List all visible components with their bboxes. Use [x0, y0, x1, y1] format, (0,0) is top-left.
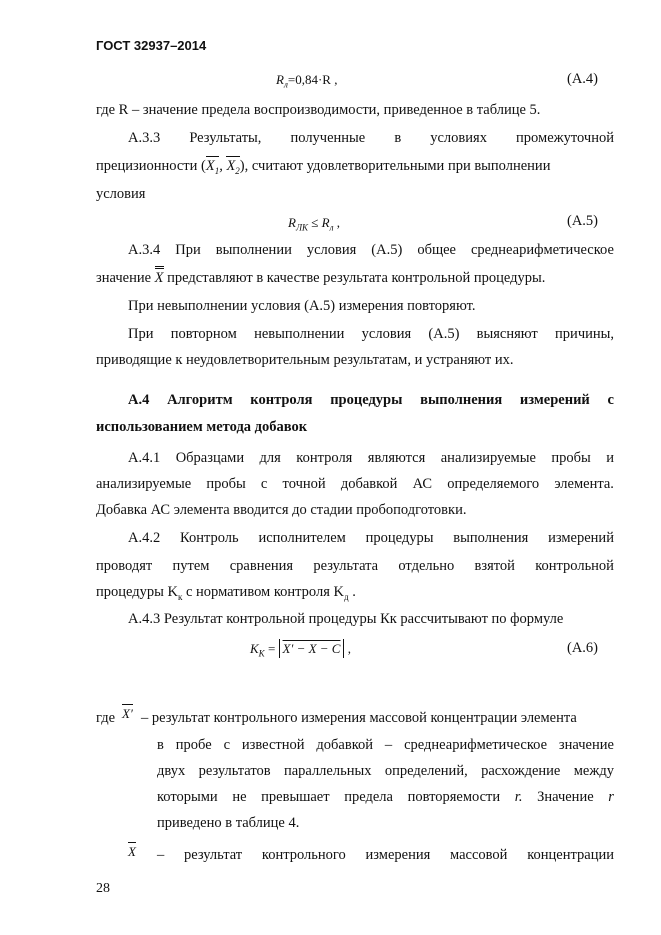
paragraph-a41-line1: А.4.1 Образцами для контроля являются анализируемые пробы и	[128, 450, 614, 466]
equation-number: (А.4)	[567, 71, 599, 87]
paragraph-a34-line1: А.3.4 При выполнении условия (А.5) общее среднеарифметическое	[128, 242, 614, 258]
paragraph-a41-line2: анализируемые пробы с точной добавкой АС определяемого элемента.	[96, 476, 614, 492]
paragraph-a42-line3: процедуры $K_к$ с нормативом контроля $K_д$ .	[96, 584, 356, 602]
equation-number: (А.5)	[567, 213, 599, 229]
paragraph-where-r: где R – значение предела воспроизводимости, приведенное в таблице 5.	[96, 102, 541, 118]
section-heading-a4-line2: использованием метода добавок	[96, 419, 308, 435]
where-item1-line2: в пробе с известной добавкой – среднеарифметическое значение	[157, 737, 614, 753]
equation-number: (А.6)	[567, 640, 599, 656]
symbol-x-prime: X′	[122, 706, 133, 721]
equation-a4: $R_л=0,84\cdot R$ ,	[276, 72, 338, 90]
symbol-x-bar: X	[128, 844, 136, 859]
paragraph-a42-line2: проводят путем сравнения результата отдельно взятой контрольной	[96, 558, 614, 574]
paragraph-repeat2-line2: приводящие к неудовлетворительным результатам, и устраняют их.	[96, 352, 514, 368]
where-item1-line4: которыми не превышает предела повторяемости r. Значение r	[157, 789, 614, 805]
where-item2-line1: – результат контрольного измерения массовой концентрации	[157, 847, 614, 863]
where-item1-line3: двух результатов параллельных определений, расхождение между	[157, 763, 614, 779]
where-item1-line1: – результат контрольного измерения массовой концентрации элемента	[141, 710, 577, 726]
paragraph-a33-line1: А.3.3 Результаты, полученные в условиях промежуточной	[128, 130, 614, 146]
paragraph-a42-line1: А.4.2 Контроль исполнителем процедуры выполнения измерений	[128, 530, 614, 546]
paragraph-repeat: При невыполнении условия (А.5) измерения повторяют.	[128, 298, 476, 314]
paragraph-repeat2-line1: При повторном невыполнении условия (А.5) выясняют причины,	[128, 326, 614, 342]
where-item1-line5: приведено в таблице 4.	[157, 815, 300, 831]
where-lead: где	[96, 710, 116, 726]
equation-a5: $R_{ЛК} \le R_л$ ,	[288, 215, 341, 233]
paragraph-a34-line2: значение X представляют в качестве результата контрольной процедуры.	[96, 271, 545, 286]
page-number: 28	[96, 881, 110, 896]
paragraph-a41-line3: Добавка АС элемента вводится до стадии пробоподготовки.	[96, 502, 467, 518]
paragraph-a33-line3: условия	[96, 186, 146, 202]
document-header: ГОСТ 32937–2014	[96, 38, 207, 53]
paragraph-a43: А.4.3 Результат контрольной процедуры Кк рассчитывают по формуле	[128, 611, 564, 627]
section-heading-a4-line1: А.4 Алгоритм контроля процедуры выполнения измерений с	[128, 392, 614, 408]
equation-a6: $K_K = X' - X - C$ ,	[250, 641, 351, 659]
paragraph-a33-line2: прецизионности ($X_1$, $X_2$), считают удовлетворительными при выполнении	[96, 158, 551, 176]
